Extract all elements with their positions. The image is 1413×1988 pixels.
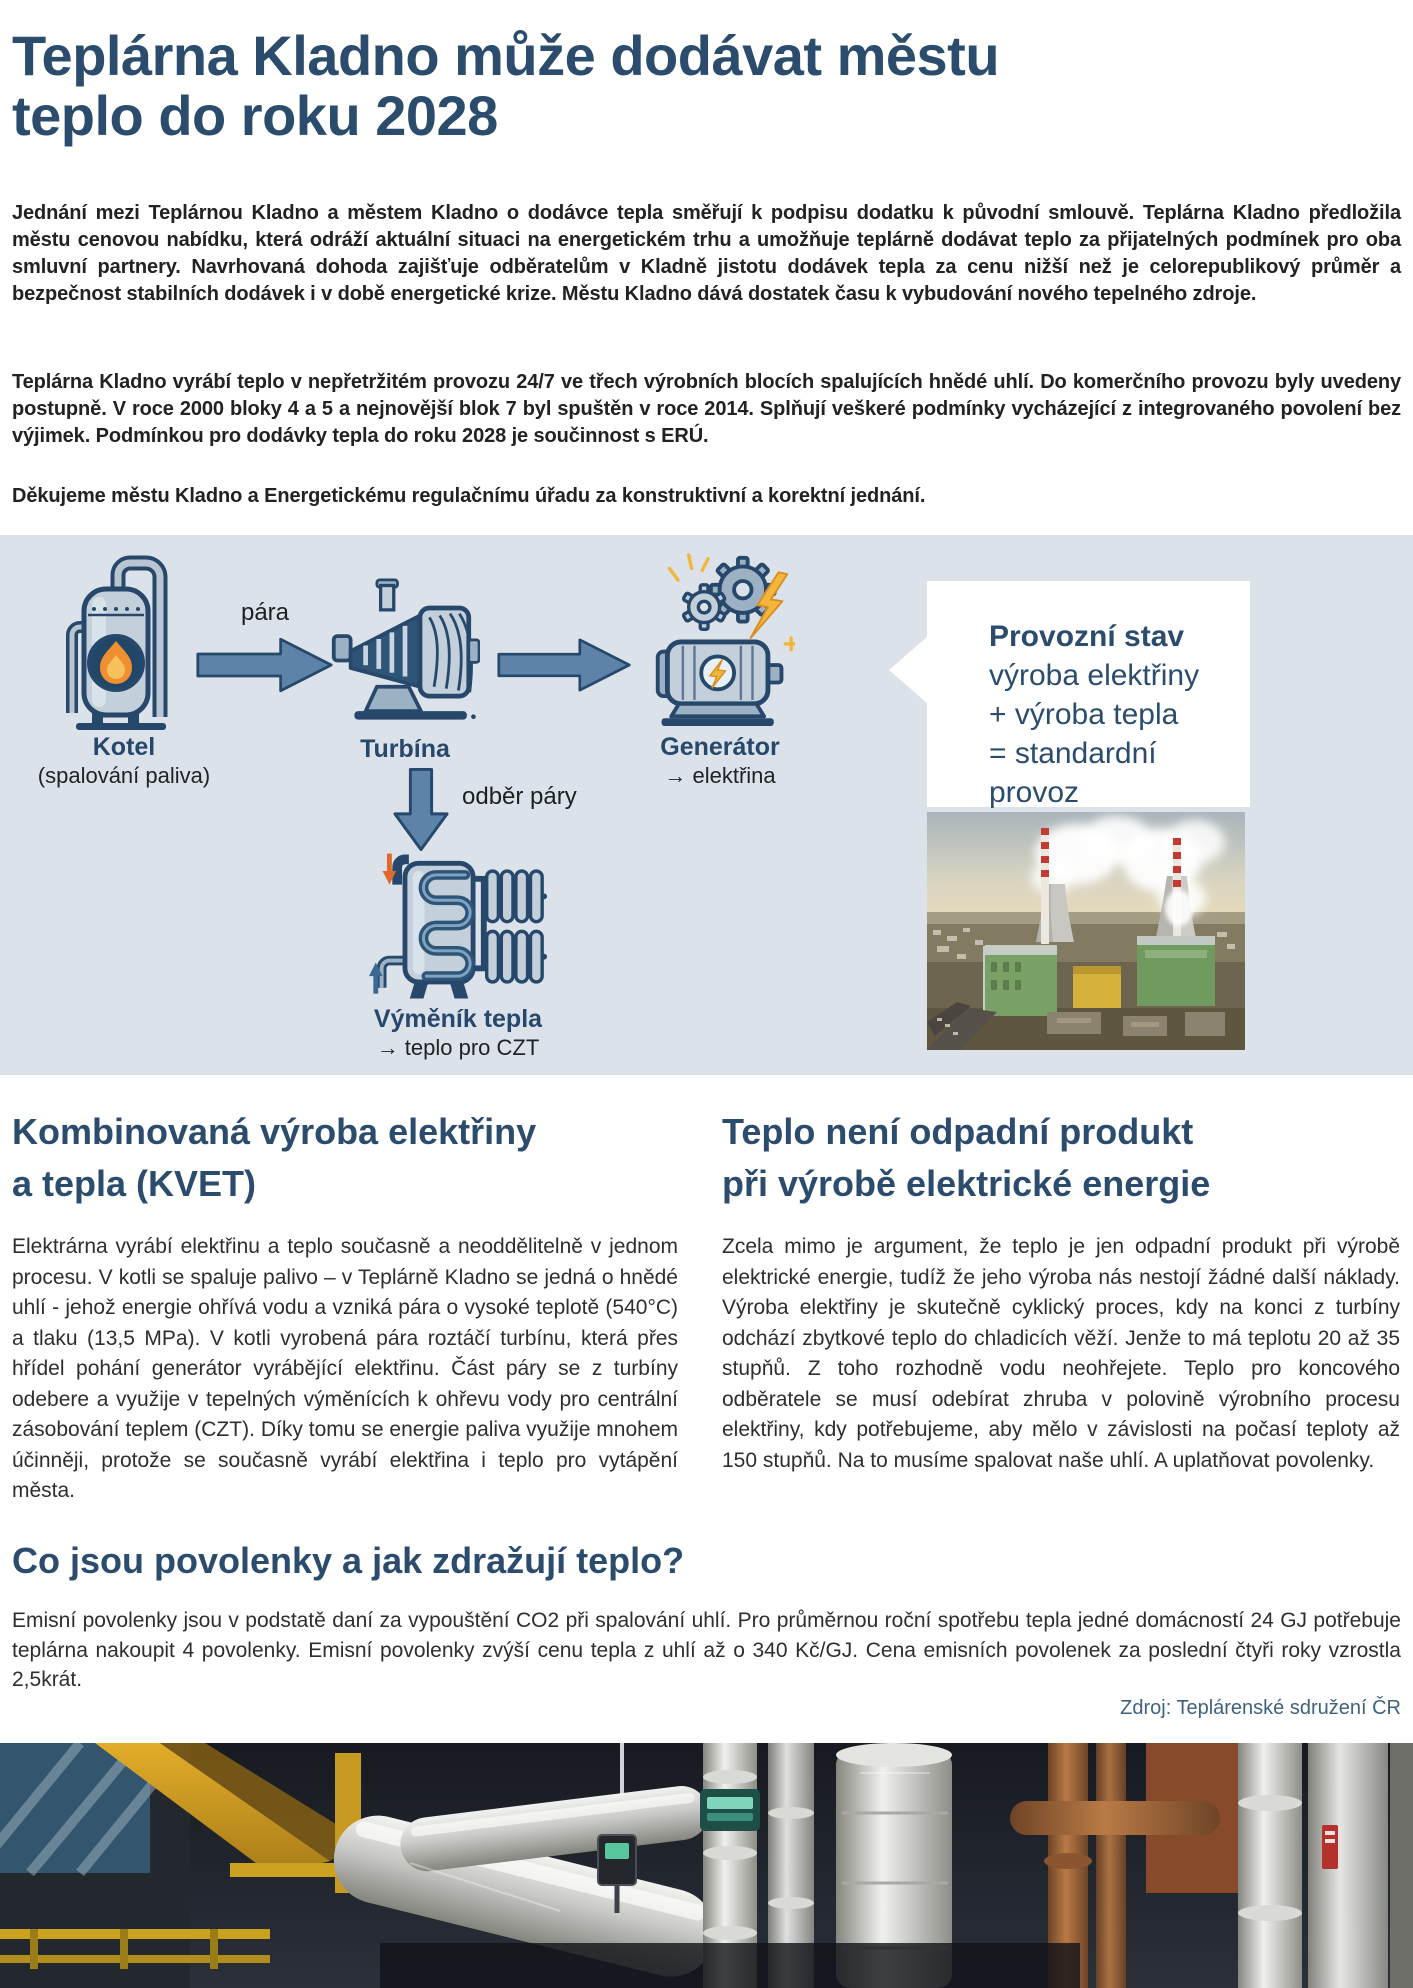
kvet-heading-line1: Kombinovaná výroba elektřiny xyxy=(12,1111,537,1152)
callout-line2: + výroba tepla xyxy=(989,698,1179,731)
callout-title: Provozní stav xyxy=(989,620,1185,653)
turbine-label: Turbína xyxy=(360,735,450,763)
source-note: Zdroj: Teplárenské sdružení ČR xyxy=(1120,1697,1401,1719)
turbine-icon xyxy=(330,575,480,731)
intro-paragraph-1: Jednání mezi Teplárnou Kladno a městem Kladno o dodávce tepla směřují k podpisu dodatku k původní smlouvě. Teplárna Kladno předložila městu cenovou nabídku, která odráží aktuální situaci na energetickém trhu a umožňuje teplárně dodávat teplo za přijatelných podmínek pro oba smluvní partnery. Navrhovaná dohoda zajišťuje odběratelům v Kladně jistotu dodávek tepla za cenu nižší než je celorepublikový průměr a bezpečnost stabilních dodávek i v době energetické krize. Městu Kladno dává dostatek času k vybudování nového tepelného zdroje. xyxy=(12,202,1401,305)
waste-heading-line2: při výrobě elektrické energie xyxy=(722,1163,1211,1204)
generator-label-block xyxy=(620,733,820,789)
section-heading-waste-heat xyxy=(722,1106,1210,1210)
waste-heading-line1: Teplo není odpadní produkt xyxy=(722,1111,1194,1152)
callout-line3: = standardní provoz xyxy=(989,737,1157,809)
boiler-sublabel: (spalování paliva) xyxy=(37,763,211,788)
heat-exchanger-label-block xyxy=(328,1005,588,1061)
boiler-label: Kotel xyxy=(92,733,156,761)
kvet-heading-line2: a tepla (KVET) xyxy=(12,1163,257,1204)
section-body-allowances: Emisní povolenky jsou v podstatě daní za vypouštění CO2 při spalování uhlí. Pro průměrnou roční spotřebu tepla jedné domácností 24 GJ potřebuje teplárna nakoupit 4 povolenky. Emisní povolenky zvýší cenu tepla z uhlí až o 340 Kč/GJ. Cena emisních povolenek za poslední čtyři roky vzrostla 2,5krát. xyxy=(12,1609,1401,1691)
power-plant-aerial-photo xyxy=(927,812,1245,1050)
arrow-turbine-to-generator-icon xyxy=(497,635,632,695)
heat-exchanger-sublabel: → teplo pro CZT xyxy=(376,1035,540,1060)
plant-interior-photo xyxy=(0,1743,1413,1988)
boiler-icon xyxy=(62,555,186,733)
page-title-line1: Teplárna Kladno může dodávat městu xyxy=(12,24,1000,87)
heat-exchanger-label: Výměník tepla xyxy=(373,1005,543,1033)
steam-label: pára xyxy=(240,599,290,626)
callout-line1: výroba elektřiny xyxy=(989,659,1200,692)
intro-paragraph-3: Děkujeme městu Kladno a Energetickému regulačnímu úřadu za konstruktivní a korektní jednání. xyxy=(12,485,926,507)
heat-exchanger-icon xyxy=(368,851,548,1003)
page-title-line2: teplo do roku 2028 xyxy=(12,84,498,147)
generator-label: Generátor xyxy=(660,733,780,761)
intro-paragraph-2: Teplárna Kladno vyrábí teplo v nepřetržitém provozu 24/7 ve třech výrobních blocích spalujících hnědé uhlí. Do komerčního provozu byly uvedeny postupně. V roce 2000 bloky 4 a 5 a nejnovější blok 7 byl spuštěn v roce 2014. Splňují veškeré podmínky vycházející z integrovaného povolení bez výjimek. Podmínkou pro dodávky tepla do roku 2028 je součinnost s ERÚ. xyxy=(12,371,1401,447)
arrow-steam-extraction-icon xyxy=(392,767,450,853)
generator-sublabel: → elektřina xyxy=(664,763,776,788)
steam-extraction-label: odběr páry xyxy=(462,783,577,810)
section-body-kvet: Elektrárna vyrábí elektřinu a teplo současně a neoddělitelně v jednom procesu. V kotli se spaluje palivo – v Teplárně Kladno se jedná o hnědé uhlí - jehož energie ohřívá vodu a vzniká pára o vysoké teplotě (540°C) a tlaku (13,5 MPa). V kotli vyrobená pára roztáčí turbínu, která přes hřídel pohání generátor vyrábějící elektřinu. Část páry se z turbíny odebere a využije v tepelných výměnících k ohřevu vody pro centrální zásobování teplem (CZT). Díky tomu se energie paliva využije mnohem účinněji, protože se současně vyrábí elektřina i teplo pro vytápění města. xyxy=(12,1235,678,1502)
operating-state-callout xyxy=(927,581,1250,807)
process-diagram xyxy=(0,535,1413,1075)
section-heading-allowances: Co jsou povolenky a jak zdražují teplo? xyxy=(12,1540,685,1581)
arrow-boiler-to-turbine-icon xyxy=(196,635,334,695)
page-title xyxy=(12,26,1402,146)
boiler-label-block xyxy=(12,733,236,789)
section-heading-kvet xyxy=(12,1106,536,1210)
callout-notch-left-icon xyxy=(889,637,927,703)
section-body-waste-heat: Zcela mimo je argument, že teplo je jen odpadní produkt při výrobě elektrické energie, tudíž že jeho výroba nás nestojí žádné další náklady. Výroba elektřiny je skutečně cyklický proces, kdy na konci z turbíny odchází zbytkové teplo do chladicích věží. Jenže to má teplotu 20 až 35 stupňů. Z toho rozhodně vodu neohřejete. Teplo pro koncového odběratele se musí odebírat zhruba v polovině výrobního procesu elektřiny, kdy potřebujeme, aby mělo v závislosti na počasí teploty až 150 stupňů. Na to musíme spalovat naše uhlí. A uplatňovat povolenky. xyxy=(722,1235,1400,1472)
generator-icon xyxy=(650,545,795,733)
